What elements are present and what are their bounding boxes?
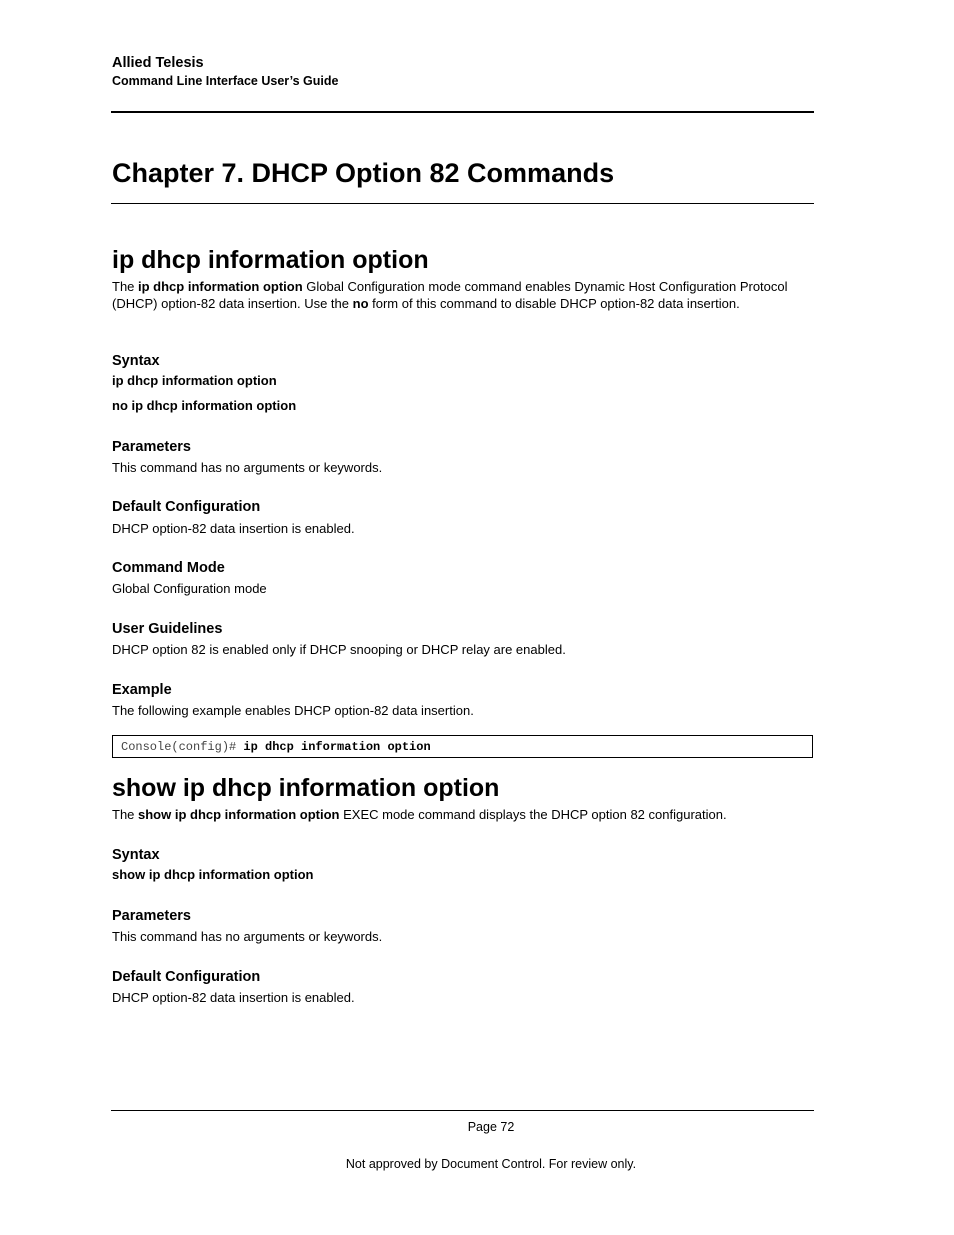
command-mode-text: Global Configuration mode [112,581,267,596]
footer-rule [111,1110,814,1111]
chapter-title: Chapter 7. DHCP Option 82 Commands [112,158,615,188]
code-command: ip dhcp information option [243,740,431,754]
code-prompt: Console(config)# [121,740,244,754]
syntax-heading: Syntax [112,353,160,369]
header-company: Allied Telesis [112,55,204,71]
command-mode-heading: Command Mode [112,560,225,576]
header-rule [111,111,814,113]
example-heading: Example [112,682,172,698]
section2-intro [112,806,802,823]
default-configuration-text: DHCP option-82 data insertion is enabled. [112,990,355,1005]
default-configuration-heading: Default Configuration [112,969,261,985]
intro-text: Global Configuration mode command enables Dynamic Host Configuration Protocol (DHCP) option-82 data insertion. Use the [112,279,788,311]
example-code-box [112,735,813,758]
syntax-heading: Syntax [112,847,160,863]
parameters-text: This command has no arguments or keywords. [112,929,383,944]
syntax-command: show ip dhcp information option [112,867,314,882]
default-configuration-text: DHCP option-82 data insertion is enabled. [112,521,355,536]
section1-intro [112,278,802,312]
page-number: Page 72 [467,1120,515,1134]
parameters-heading: Parameters [112,908,191,924]
section-title-ip-dhcp-information-option: ip dhcp information option [112,246,429,274]
header-guide-title: Command Line Interface User’s Guide [112,74,339,88]
example-text: The following example enables DHCP option-82 data insertion. [112,703,474,718]
intro-command-name: ip dhcp information option [138,279,303,294]
intro-text: The [112,807,139,822]
default-configuration-heading: Default Configuration [112,499,261,515]
intro-command-name: show ip dhcp information option [138,807,340,822]
intro-text: The [112,279,139,294]
intro-text: EXEC mode command displays the DHCP option 82 configuration. [339,807,727,822]
user-guidelines-text: DHCP option 82 is enabled only if DHCP snooping or DHCP relay are enabled. [112,642,566,657]
chapter-rule [111,203,814,204]
parameters-heading: Parameters [112,439,191,455]
syntax-no-command: no ip dhcp information option [112,398,297,413]
intro-text: form of this command to disable DHCP option-82 data insertion. [368,296,740,311]
user-guidelines-heading: User Guidelines [112,621,223,637]
syntax-command: ip dhcp information option [112,373,277,388]
parameters-text: This command has no arguments or keywords. [112,460,383,475]
intro-no-keyword: no [352,296,369,311]
section-title-show-ip-dhcp-information-option: show ip dhcp information option [112,774,500,802]
review-notice: Not approved by Document Control. For review only. [345,1157,637,1171]
